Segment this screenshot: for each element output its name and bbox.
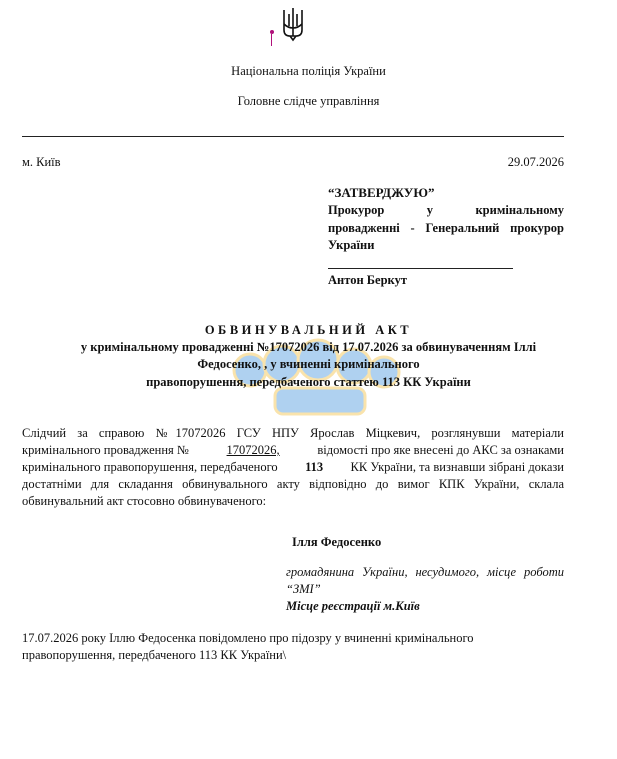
body-line-3-pre: кримінального правопорушення, передбаченого [22, 460, 278, 474]
body-line-4: достатніми для складання обвинувального акту відповідно до вимог КПК України, склала [22, 477, 564, 491]
pin-icon [270, 30, 273, 46]
approval-title: “ЗАТВЕРДЖУЮ” [328, 185, 435, 200]
approval-line1: Прокурор у кримінальному [328, 203, 564, 217]
accused-desc-1: громадянина України, несудимого, місце роботи [286, 565, 564, 579]
act-title: ОБВИНУВАЛЬНИЙ АКТ [204, 323, 413, 337]
article-number: 113 [305, 460, 324, 474]
notice-line-1: 17.07.2026 року Іллю Федосенка повідомлено про підозру у вчиненні кримінального [22, 631, 474, 645]
approval-line3: України [328, 238, 375, 252]
act-subtitle-1: у кримінальному провадженні №17072026 від 17.07.2026 за обвинуваченням Іллі [80, 340, 537, 354]
body-line-3 [22, 460, 564, 475]
notice-line-2: правопорушення, передбаченого 113 КК України\ [22, 648, 287, 662]
case-number-link: 17072026, [226, 443, 280, 457]
approver-name: Антон Беркут [328, 273, 407, 287]
signature-line [328, 268, 513, 269]
doc-date: 29.07.2026 [507, 155, 564, 169]
body-line-2-pre: кримінального провадження № [22, 443, 189, 457]
body-line-2 [22, 443, 564, 458]
place: м. Київ [22, 155, 61, 169]
accused-desc-2: “ЗМІ” [286, 582, 321, 596]
body-line-1: Слідчий за справою №17072026 ГСУ НПУ Ярослав Міцкевич, розглянувши матеріали [22, 426, 564, 440]
org-name: Національна поліція України [231, 64, 386, 78]
act-subtitle-2: Федосенко, , у вчиненні кримінального [197, 357, 420, 371]
trident-icon [280, 6, 306, 42]
body-line-2-post: відомості про яке внесені до АКС за ознаками [317, 443, 564, 457]
accused-name: Ілля Федосенко [292, 535, 382, 549]
act-subtitle-3: правопорушення, передбаченого статтею 113 КК України [146, 375, 471, 389]
dept-name: Головне слідче управління [237, 94, 380, 108]
accused-residence: Місце реєстрації м.Київ [286, 599, 420, 613]
body-line-3-post: КК України, та визнавши зібрані докази [350, 460, 564, 474]
body-line-5: обвинувальний акт стосовно обвинуваченого: [22, 494, 267, 508]
header-rule [22, 136, 564, 137]
approval-line2: провадженні - Генеральний прокурор [328, 221, 564, 235]
